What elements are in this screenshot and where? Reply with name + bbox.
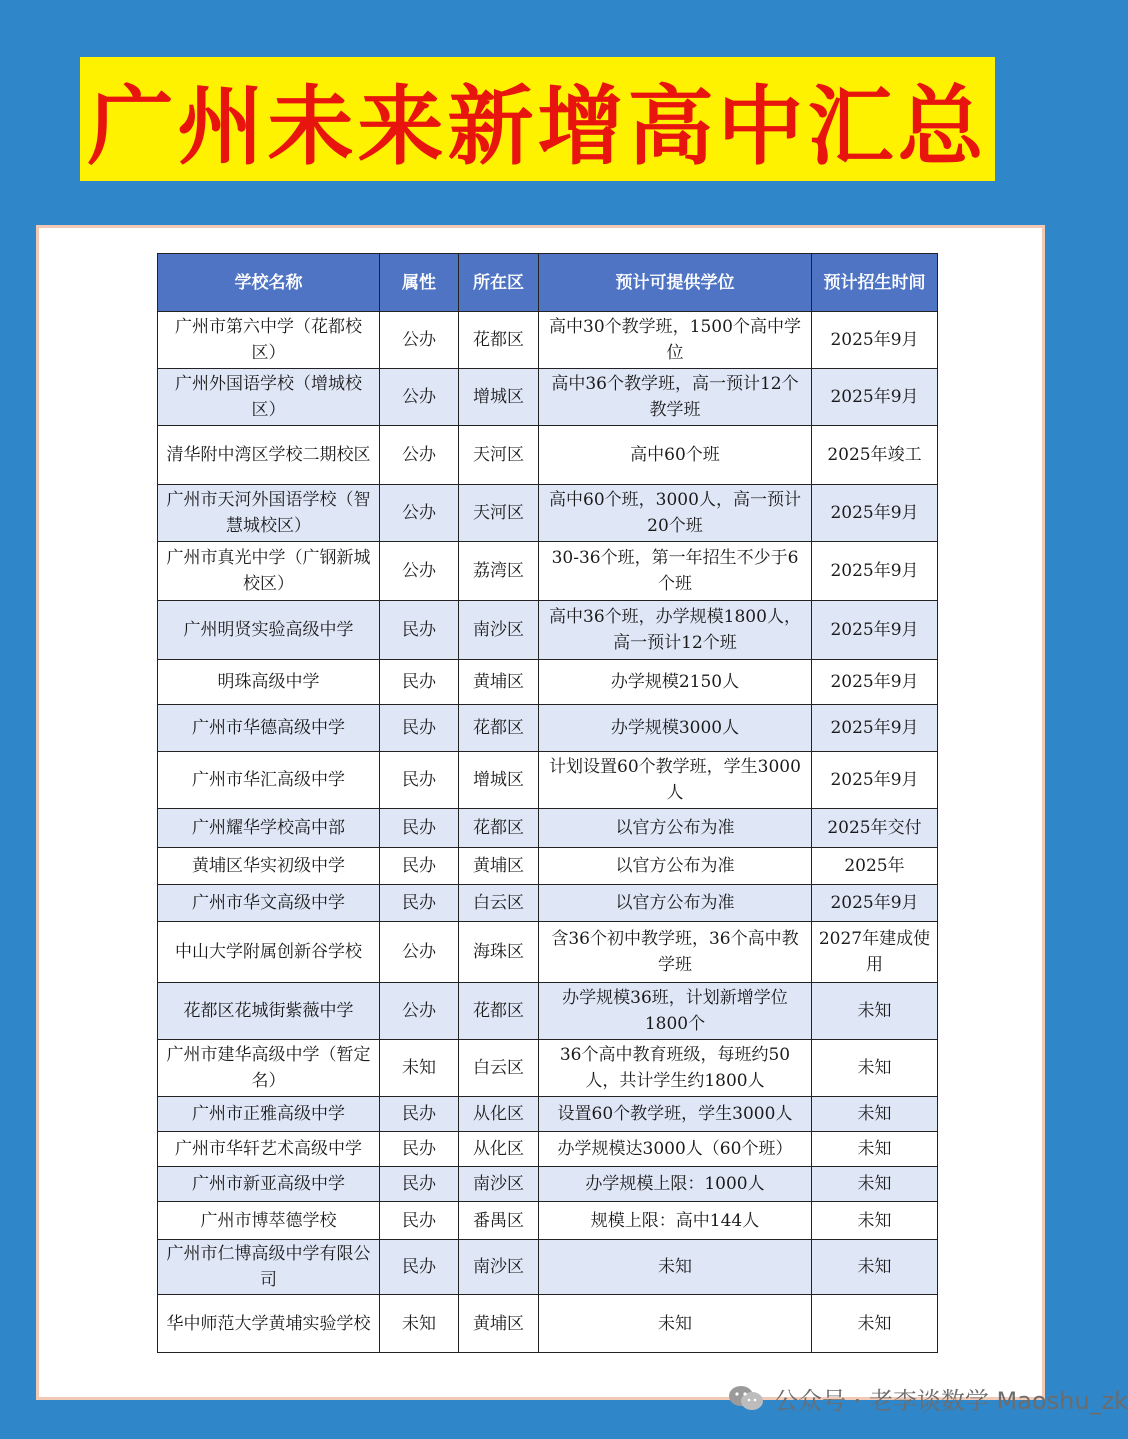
cell-type: 公办 <box>380 922 459 983</box>
cell-school-name: 广州市华汇高级中学 <box>158 752 380 809</box>
cell-district: 黄埔区 <box>459 660 539 705</box>
schools-table <box>157 253 938 1353</box>
cell-district: 南沙区 <box>459 1240 539 1295</box>
table-row <box>158 312 938 369</box>
cell-enroll-time: 未知 <box>812 983 938 1040</box>
table-row <box>158 1295 938 1353</box>
header-district: 所在区 <box>459 254 539 312</box>
cell-enroll-time: 2025年交付 <box>812 809 938 848</box>
cell-school-name: 中山大学附属创新谷学校 <box>158 922 380 983</box>
cell-capacity: 30-36个班，第一年招生不少于6个班 <box>539 542 812 601</box>
cell-capacity: 办学规模达3000人（60个班） <box>539 1132 812 1167</box>
table-row <box>158 1132 938 1167</box>
cell-enroll-time: 2025年9月 <box>812 485 938 542</box>
cell-enroll-time: 2027年建成使用 <box>812 922 938 983</box>
cell-school-name: 清华附中湾区学校二期校区 <box>158 426 380 485</box>
table-row <box>158 426 938 485</box>
cell-school-name: 广州明贤实验高级中学 <box>158 601 380 660</box>
cell-district: 黄埔区 <box>459 1295 539 1353</box>
cell-capacity: 办学规模3000人 <box>539 705 812 752</box>
cell-district: 从化区 <box>459 1132 539 1167</box>
cell-capacity: 高中36个教学班，高一预计12个教学班 <box>539 369 812 426</box>
cell-district: 天河区 <box>459 426 539 485</box>
cell-capacity: 以官方公布为准 <box>539 885 812 922</box>
cell-capacity: 36个高中教育班级，每班约50人，共计学生约1800人 <box>539 1040 812 1097</box>
cell-capacity: 高中60个班 <box>539 426 812 485</box>
cell-capacity: 未知 <box>539 1295 812 1353</box>
header-type: 属性 <box>380 254 459 312</box>
cell-capacity: 高中60个班，3000人，高一预计20个班 <box>539 485 812 542</box>
cell-type: 民办 <box>380 1097 459 1132</box>
table-row <box>158 369 938 426</box>
cell-school-name: 广州市华轩艺术高级中学 <box>158 1132 380 1167</box>
cell-district: 花都区 <box>459 312 539 369</box>
cell-enroll-time: 2025年9月 <box>812 885 938 922</box>
table-row <box>158 485 938 542</box>
cell-enroll-time: 未知 <box>812 1097 938 1132</box>
cell-school-name: 华中师范大学黄埔实验学校 <box>158 1295 380 1353</box>
cell-school-name: 广州市真光中学（广钢新城校区） <box>158 542 380 601</box>
cell-enroll-time: 2025年9月 <box>812 705 938 752</box>
cell-school-name: 明珠高级中学 <box>158 660 380 705</box>
cell-enroll-time: 未知 <box>812 1040 938 1097</box>
page-title: 广州未来新增高中汇总 <box>87 77 988 177</box>
cell-district: 白云区 <box>459 1040 539 1097</box>
cell-enroll-time: 2025年9月 <box>812 601 938 660</box>
cell-type: 公办 <box>380 542 459 601</box>
cell-school-name: 广州市第六中学（花都校区） <box>158 312 380 369</box>
cell-type: 未知 <box>380 1040 459 1097</box>
cell-type: 民办 <box>380 1240 459 1295</box>
table-row <box>158 752 938 809</box>
cell-capacity: 未知 <box>539 1240 812 1295</box>
cell-school-name: 广州耀华学校高中部 <box>158 809 380 848</box>
cell-capacity: 设置60个教学班，学生3000人 <box>539 1097 812 1132</box>
cell-enroll-time: 2025年竣工 <box>812 426 938 485</box>
cell-enroll-time: 2025年9月 <box>812 660 938 705</box>
table-row <box>158 983 938 1040</box>
cell-district: 黄埔区 <box>459 848 539 885</box>
cell-district: 花都区 <box>459 705 539 752</box>
cell-type: 未知 <box>380 1295 459 1353</box>
cell-type: 民办 <box>380 705 459 752</box>
table-row <box>158 809 938 848</box>
cell-school-name: 广州市仁博高级中学有限公司 <box>158 1240 380 1295</box>
cell-district: 增城区 <box>459 752 539 809</box>
cell-school-name: 广州市建华高级中学（暂定名） <box>158 1040 380 1097</box>
cell-school-name: 广州市新亚高级中学 <box>158 1167 380 1202</box>
cell-capacity: 以官方公布为准 <box>539 848 812 885</box>
cell-enroll-time: 未知 <box>812 1240 938 1295</box>
cell-enroll-time: 2025年9月 <box>812 369 938 426</box>
cell-district: 从化区 <box>459 1097 539 1132</box>
cell-capacity: 含36个初中教学班，36个高中教学班 <box>539 922 812 983</box>
table-row <box>158 885 938 922</box>
cell-district: 增城区 <box>459 369 539 426</box>
cell-enroll-time: 未知 <box>812 1295 938 1353</box>
cell-enroll-time: 未知 <box>812 1202 938 1240</box>
cell-type: 民办 <box>380 660 459 705</box>
header-school-name: 学校名称 <box>158 254 380 312</box>
cell-school-name: 广州市华文高级中学 <box>158 885 380 922</box>
table-row <box>158 1097 938 1132</box>
cell-enroll-time: 2025年 <box>812 848 938 885</box>
cell-type: 民办 <box>380 885 459 922</box>
cell-district: 白云区 <box>459 885 539 922</box>
cell-type: 民办 <box>380 1167 459 1202</box>
cell-type: 民办 <box>380 848 459 885</box>
table-row <box>158 1202 938 1240</box>
cell-school-name: 广州市博萃德学校 <box>158 1202 380 1240</box>
cell-district: 荔湾区 <box>459 542 539 601</box>
watermark <box>728 1378 1128 1418</box>
cell-district: 南沙区 <box>459 601 539 660</box>
header-enroll-time: 预计招生时间 <box>812 254 938 312</box>
cell-type: 公办 <box>380 485 459 542</box>
table-row <box>158 1240 938 1295</box>
table-row <box>158 705 938 752</box>
cell-enroll-time: 2025年9月 <box>812 752 938 809</box>
table-row <box>158 922 938 983</box>
cell-type: 民办 <box>380 1132 459 1167</box>
table-row <box>158 1040 938 1097</box>
table-row <box>158 1167 938 1202</box>
cell-district: 花都区 <box>459 983 539 1040</box>
cell-type: 公办 <box>380 426 459 485</box>
cell-school-name: 广州市天河外国语学校（智慧城校区） <box>158 485 380 542</box>
cell-school-name: 广州市华德高级中学 <box>158 705 380 752</box>
cell-type: 民办 <box>380 1202 459 1240</box>
cell-enroll-time: 未知 <box>812 1132 938 1167</box>
cell-school-name: 黄埔区华实初级中学 <box>158 848 380 885</box>
cell-capacity: 办学规模2150人 <box>539 660 812 705</box>
cell-type: 公办 <box>380 312 459 369</box>
cell-district: 天河区 <box>459 485 539 542</box>
cell-district: 番禺区 <box>459 1202 539 1240</box>
cell-type: 民办 <box>380 809 459 848</box>
cell-capacity: 规模上限：高中144人 <box>539 1202 812 1240</box>
table-row <box>158 660 938 705</box>
cell-enroll-time: 2025年9月 <box>812 312 938 369</box>
cell-district: 南沙区 <box>459 1167 539 1202</box>
cell-type: 公办 <box>380 983 459 1040</box>
table-row <box>158 848 938 885</box>
cell-capacity: 高中30个教学班，1500个高中学位 <box>539 312 812 369</box>
cell-district: 海珠区 <box>459 922 539 983</box>
table-row <box>158 542 938 601</box>
cell-type: 公办 <box>380 369 459 426</box>
cell-capacity: 办学规模36班，计划新增学位1800个 <box>539 983 812 1040</box>
cell-type: 民办 <box>380 752 459 809</box>
cell-type: 民办 <box>380 601 459 660</box>
cell-capacity: 计划设置60个教学班，学生3000人 <box>539 752 812 809</box>
cell-enroll-time: 未知 <box>812 1167 938 1202</box>
table-row <box>158 601 938 660</box>
cell-school-name: 花都区花城街紫薇中学 <box>158 983 380 1040</box>
title-banner <box>80 57 995 181</box>
header-capacity: 预计可提供学位 <box>539 254 812 312</box>
cell-district: 花都区 <box>459 809 539 848</box>
wechat-icon <box>728 1384 764 1412</box>
cell-enroll-time: 2025年9月 <box>812 542 938 601</box>
cell-school-name: 广州市正雅高级中学 <box>158 1097 380 1132</box>
watermark-text: 公众号 · 老李谈数学 Maoshu_zk <box>774 1386 1128 1415</box>
cell-capacity: 办学规模上限：1000人 <box>539 1167 812 1202</box>
cell-capacity: 高中36个班，办学规模1800人，高一预计12个班 <box>539 601 812 660</box>
cell-school-name: 广州外国语学校（增城校区） <box>158 369 380 426</box>
table-body <box>158 312 938 1353</box>
cell-capacity: 以官方公布为准 <box>539 809 812 848</box>
table-header-row <box>158 254 938 312</box>
